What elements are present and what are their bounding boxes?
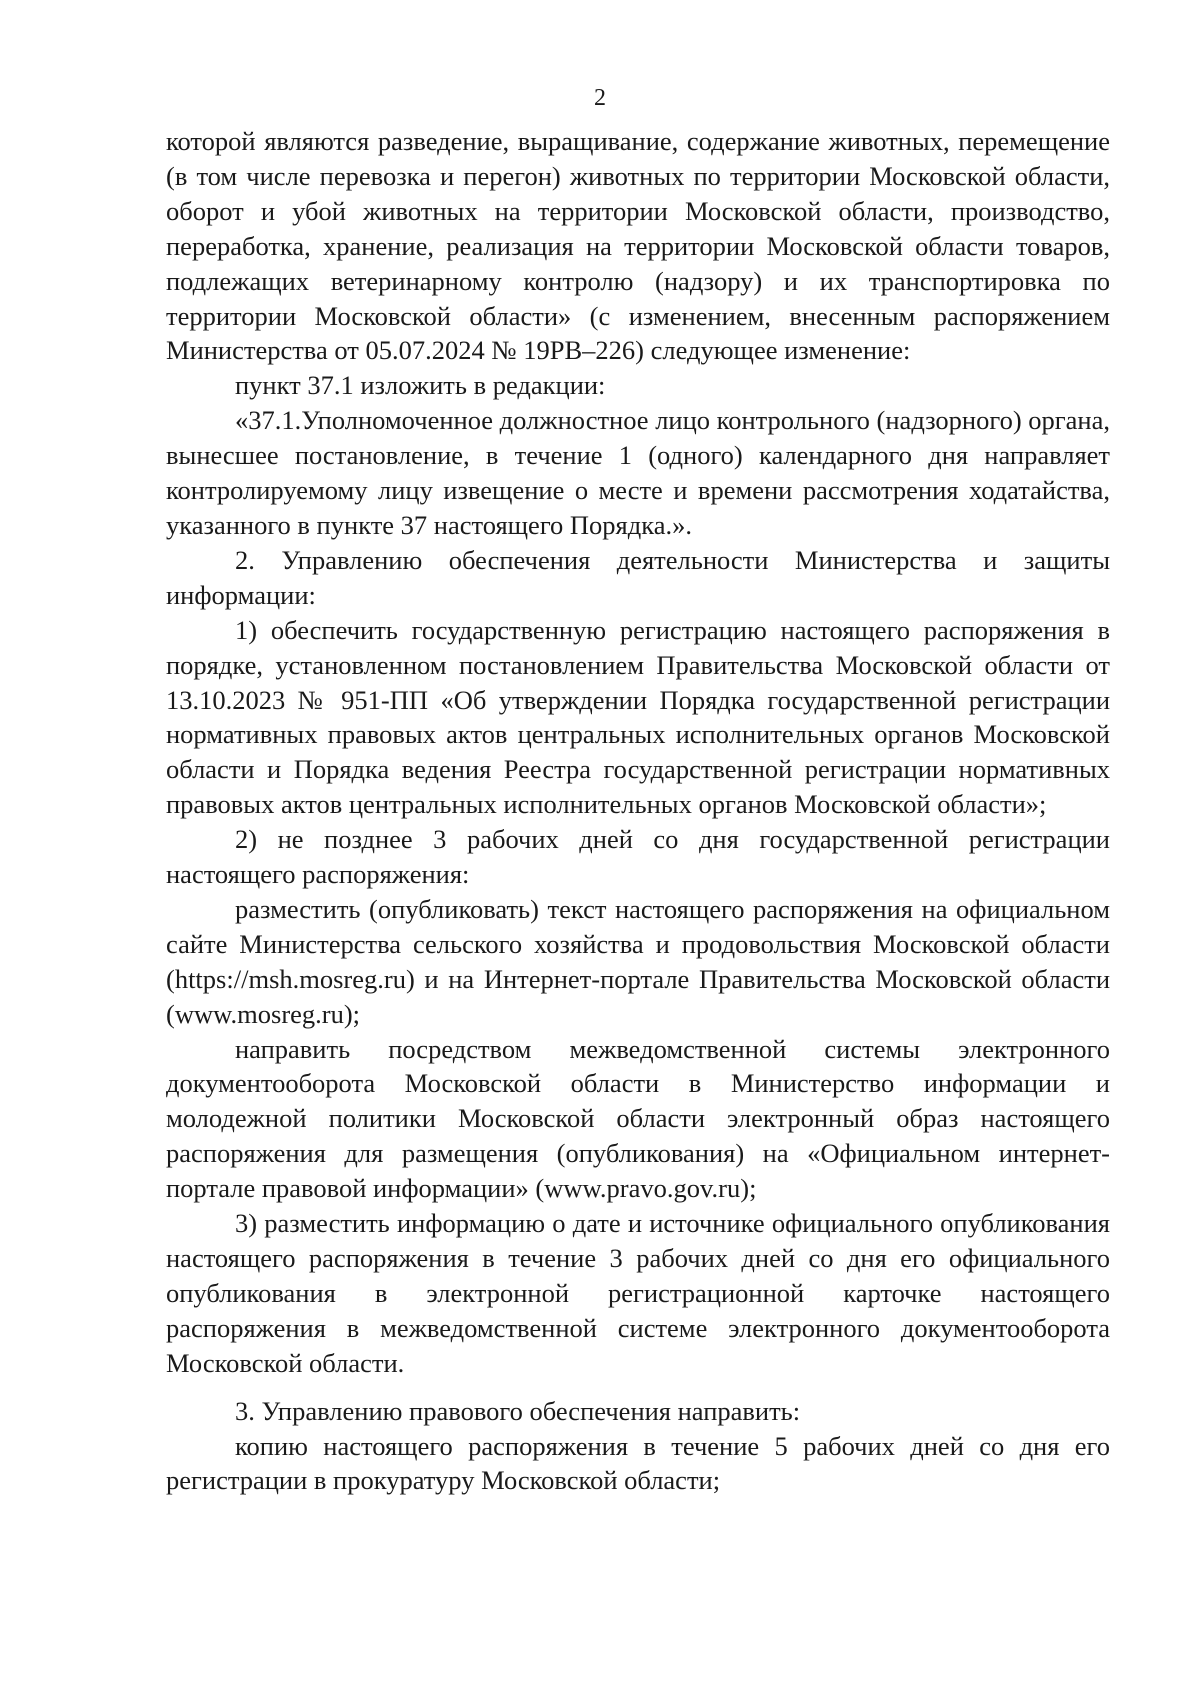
- paragraph-item-37-1-instruction: пункт 37.1 изложить в редакции:: [235, 370, 606, 401]
- paragraph-item-37-1-text: «37.1.Уполномоченное должностное лицо контрольного (надзорного) органа, вынесшее постановление, в течение 1 (одного) календарного дня направляет контролируемому лицу извещение о месте и времени рассмотрения ходатайства, указанного в пункте 37 настоящего Порядка.».: [166, 405, 1110, 540]
- document-body: [166, 124, 1110, 1498]
- paragraph-section-2-item-1: 1) обеспечить государственную регистрацию настоящего распоряжения в порядке, установленном постановлением Правительства Московской области от 13.10.2023 № 951-ПП «Об утверждении Порядка государственной регистрации нормативных правовых актов центральных исполнительных органов Московской области и Порядка ведения Реестра государственной регистрации нормативных правовых актов центральных исполнительных органов Московской области»;: [166, 614, 1110, 820]
- paragraph-publish-website: разместить (опубликовать) текст настоящего распоряжения на официальном сайте Министерства сельского хозяйства и продовольствия Московской области (https://msh.mosreg.ru) и на Интернет-портале Правительства Московской области (www.mosreg.ru);: [166, 893, 1110, 1029]
- paragraph-section-2-item-2: 2) не позднее 3 рабочих дней со дня государственной регистрации настоящего распоряжения:: [166, 824, 1110, 890]
- paragraph-continuation: которой являются разведение, выращивание, содержание животных, перемещение (в том числе перевозка и перегон) животных по территории Московской области, оборот и убой животных на территории Московской области, производство, переработка, хранение, реализация на территории Московской области товаров, подлежащих ветеринарному контролю (надзору) и их транспортировка по территории Московской области» (с изменением, внесенным распоряжением Министерства от 05.07.2024 № 19РВ–226) следующее изменение:: [166, 126, 1110, 366]
- paragraph-section-3: 3. Управлению правового обеспечения направить:: [235, 1395, 801, 1426]
- paragraph-section-2-item-3: 3) разместить информацию о дате и источнике официального опубликования настоящего распоряжения в течение 3 рабочих дней со дня его официального опубликования в электронной регистрационной карточке настоящего распоряжения в межведомственной системе электронного документооборота Московской области.: [166, 1208, 1110, 1378]
- page-number: 2: [594, 85, 606, 111]
- paragraph-section-3-copy: копию настоящего распоряжения в течение 5 рабочих дней со дня его регистрации в прокуратуру Московской области;: [166, 1430, 1110, 1496]
- paragraph-send-portal: направить посредством межведомственной системы электронного документооборота Московской области в Министерство информации и молодежной политики Московской области электронный образ настоящего распоряжения для размещения (опубликования) на «Официальном интернет-портале правовой информации» (www.pravo.gov.ru);: [166, 1033, 1110, 1204]
- paragraph-section-2: 2. Управлению обеспечения деятельности Министерства и защиты информации:: [166, 544, 1110, 610]
